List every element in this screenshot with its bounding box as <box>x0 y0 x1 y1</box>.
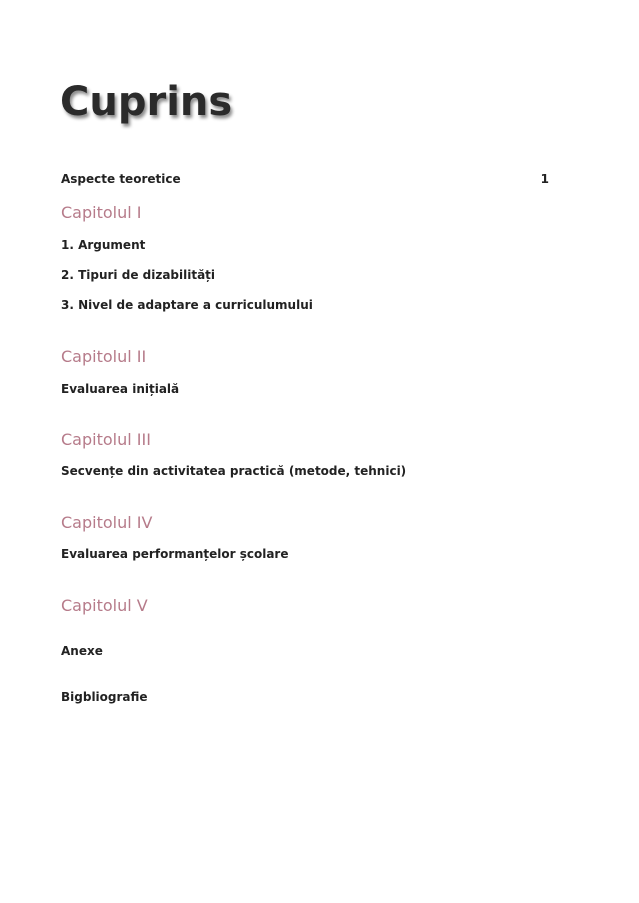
chapter-heading-2: Capitolul II <box>61 347 147 366</box>
toc-entry-page-number: 1 <box>540 172 549 186</box>
chapter-heading-4: Capitolul IV <box>61 513 153 532</box>
chapter-heading-1: Capitolul I <box>61 203 142 222</box>
chapter-heading-3: Capitolul III <box>61 430 151 449</box>
toc-entry-aspecte-teoretice[interactable] <box>61 171 551 187</box>
toc-entry-secvente-activitate[interactable]: Secvențe din activitatea practică (metode, tehnici) <box>61 464 407 478</box>
toc-entry-argument[interactable]: 1. Argument <box>61 238 146 252</box>
chapter-heading-5: Capitolul V <box>61 596 148 615</box>
toc-entry-evaluarea-performantelor[interactable]: Evaluarea performanțelor școlare <box>61 547 289 561</box>
toc-entry-anexe[interactable]: Anexe <box>61 644 103 658</box>
toc-entry-tipuri-dizabilitati[interactable]: 2. Tipuri de dizabilități <box>61 268 216 282</box>
toc-entry-evaluarea-initiala[interactable]: Evaluarea inițială <box>61 382 180 396</box>
page-title: Cuprins <box>60 79 233 125</box>
toc-entry-bibliografie[interactable]: Bigbliografie <box>61 690 148 704</box>
toc-entry-nivel-adaptare[interactable]: 3. Nivel de adaptare a curriculumului <box>61 298 313 312</box>
toc-entry-label: Aspecte teoretice <box>61 172 181 186</box>
